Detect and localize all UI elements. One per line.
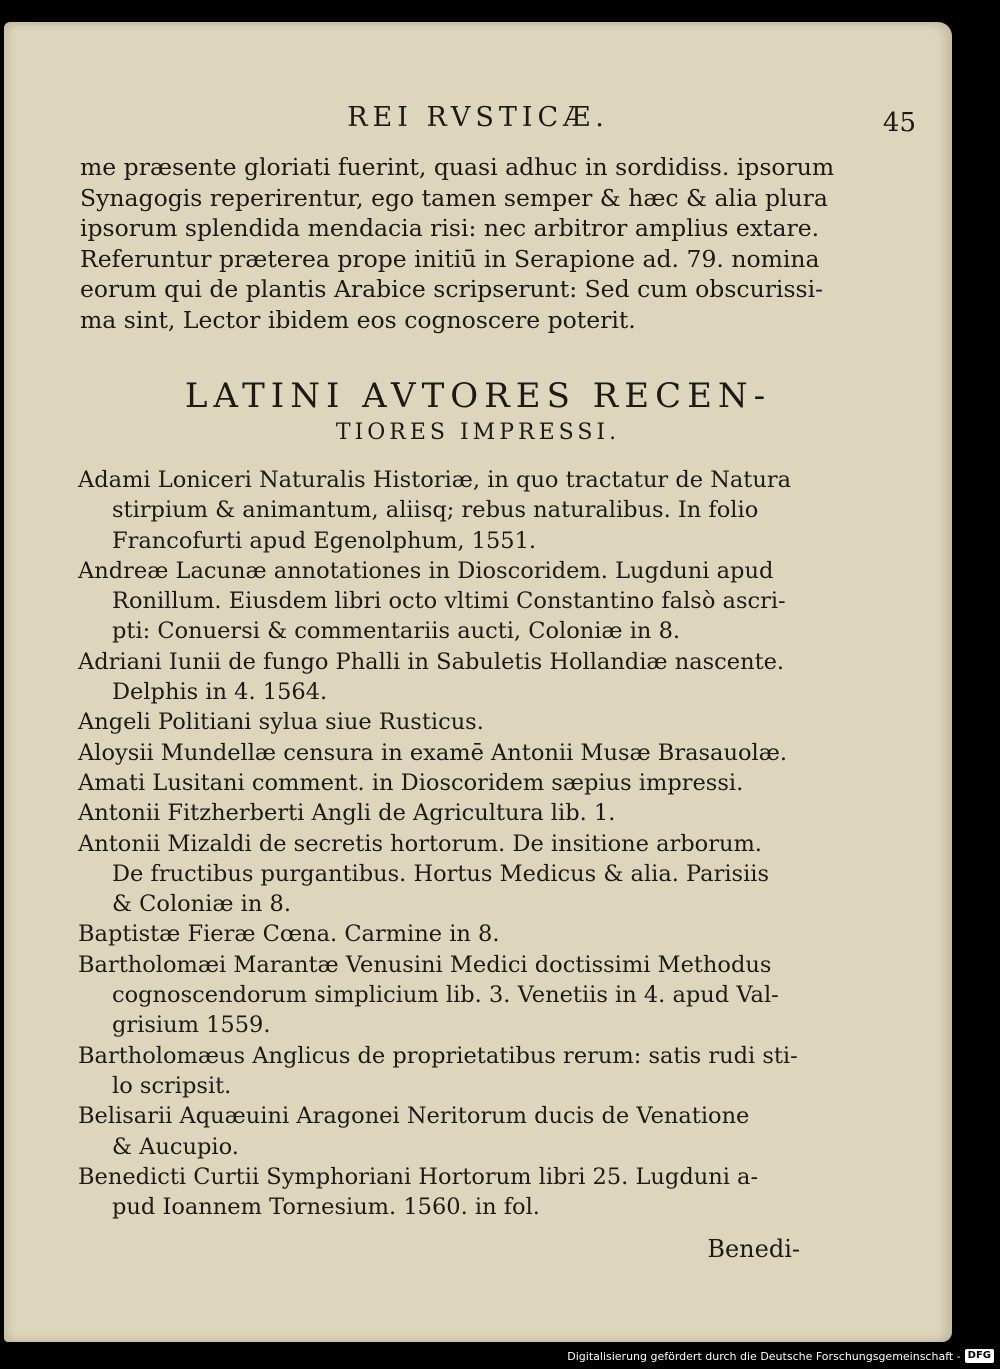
page-number: 45 [882, 108, 916, 138]
entry-line: Delphis in 4. 1564. [112, 679, 328, 706]
continued-paragraph [80, 152, 835, 336]
bibliography-entry [78, 829, 808, 920]
entry-line: Belisarii Aquæuini Aragonei Neritorum ducis de Venatione [78, 1103, 750, 1130]
bibliography-entry [78, 798, 808, 828]
entry-line: stirpium & animantum, aliisq; rebus naturalibus. In folio [112, 497, 759, 524]
section-heading-line-2: TIORES IMPRESSI. [335, 420, 621, 445]
bibliography-entry [78, 1041, 808, 1102]
bibliography-entry [78, 950, 808, 1041]
entry-line: & Aucupio. [112, 1133, 239, 1160]
bibliography-entry [78, 919, 808, 949]
text-line: Referuntur præterea prope initiū in Serapione ad. 79. nomina [80, 244, 820, 273]
text-line: eorum qui de plantis Arabice scripserunt: Sed cum obscurissi- [80, 275, 824, 304]
entry-line: grisium 1559. [112, 1012, 271, 1039]
section-heading [4, 374, 952, 448]
bibliography-entry [78, 647, 808, 708]
entry-line: Bartholomæus Anglicus de proprietatibus rerum: satis rudi sti- [78, 1042, 798, 1069]
entry-line: Adriani Iunii de fungo Phalli in Sabuletis Hollandiæ nascente. [78, 648, 785, 675]
bibliography-list [78, 465, 808, 1222]
entry-line: Francofurti apud Egenolphum, 1551. [112, 527, 537, 554]
bibliography-entry [78, 1101, 808, 1162]
dfg-logo-icon: DFG [965, 1349, 994, 1363]
digitization-footer [567, 1347, 994, 1365]
entry-line: cognoscendorum simplicium lib. 3. Venetiis in 4. apud Val- [112, 982, 779, 1009]
bibliography-entry [78, 707, 808, 737]
text-line: Synagogis reperirentur, ego tamen semper & hæc & alia plura [80, 183, 828, 212]
section-heading-line-1: LATINI AVTORES RECEN- [184, 376, 772, 416]
bibliography-entry [78, 556, 808, 647]
bibliography-entry [78, 465, 808, 556]
entry-line: Andreæ Lacunæ annotationes in Dioscoridem. Lugduni apud [78, 557, 774, 584]
entry-line: Antonii Fitzherberti Angli de Agricultura lib. 1. [78, 800, 616, 827]
book-page [4, 22, 952, 1342]
catchword: Benedi- [707, 1235, 800, 1263]
entry-line: Adami Loniceri Naturalis Historiæ, in quo tractatur de Natura [78, 467, 792, 493]
entry-line: Angeli Politiani sylua siue Rusticus. [78, 709, 484, 736]
text-line: ipsorum splendida mendacia risi: nec arbitror amplius extare. [80, 214, 820, 243]
entry-line: Aloysii Mundellæ censura in examē Antonii Musæ Brasauolæ. [78, 739, 787, 766]
text-line: me præsente gloriati fuerint, quasi adhuc in sordidiss. ipsorum [80, 153, 835, 181]
bibliography-entry [78, 768, 808, 798]
entry-line: De fructibus purgantibus. Hortus Medicus & alia. Parisiis [112, 860, 770, 887]
bibliography-entry [78, 738, 808, 768]
entry-line: pud Ioannem Tornesium. 1560. in fol. [112, 1194, 540, 1221]
entry-line: lo scripsit. [112, 1072, 232, 1099]
entry-line: Ronillum. Eiusdem libri octo vltimi Constantino falsò ascri- [112, 588, 786, 615]
entry-line: Benedicti Curtii Symphoriani Hortorum libri 25. Lugduni a- [78, 1163, 759, 1190]
bibliography-entry [78, 1162, 808, 1223]
entry-line: & Coloniæ in 8. [112, 891, 291, 918]
funding-credit: Digitalisierung gefördert durch die Deutsche Forschungsgemeinschaft - [567, 1349, 961, 1363]
entry-line: Bartholomæi Marantæ Venusini Medici doctissimi Methodus [78, 951, 772, 978]
entry-line: Amati Lusitani comment. in Dioscoridem sæpius impressi. [78, 769, 744, 796]
entry-line: pti: Conuersi & commentariis aucti, Coloniæ in 8. [112, 618, 681, 645]
running-title: REI RVSTICÆ. [347, 102, 609, 133]
entry-line: Antonii Mizaldi de secretis hortorum. De insitione arborum. [78, 830, 762, 857]
text-line: ma sint, Lector ibidem eos cognoscere poterit. [80, 305, 636, 334]
entry-line: Baptistæ Fieræ Cœna. Carmine in 8. [78, 921, 500, 948]
